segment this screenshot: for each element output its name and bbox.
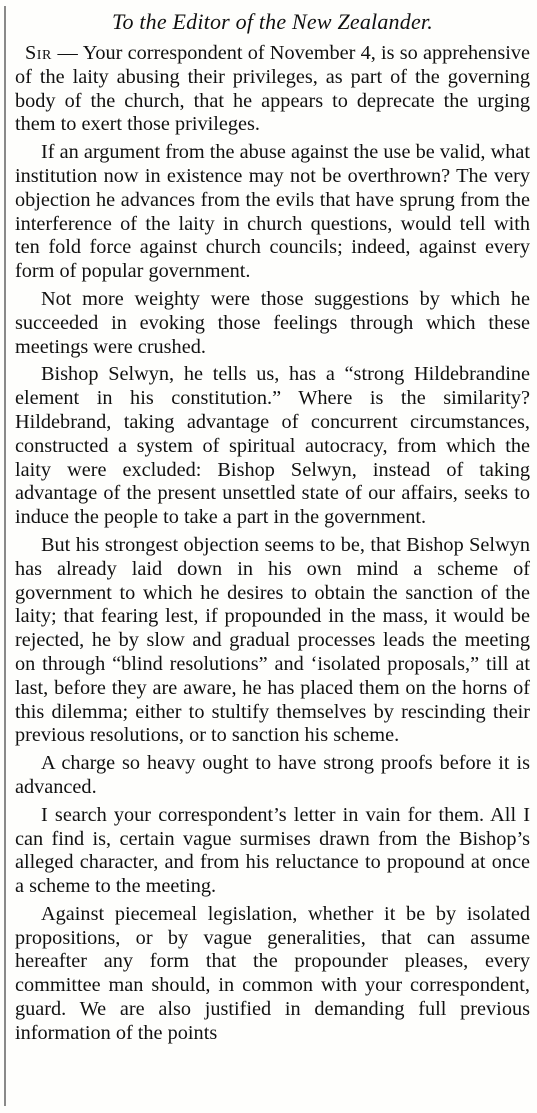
letter-paragraph: A charge so heavy ought to have strong proofs before it is advanced. — [15, 752, 530, 798]
letter-paragraph — [15, 42, 530, 137]
column-rule — [4, 6, 6, 1106]
letter-paragraph: Bishop Selwyn, he tells us, has a “strong Hildebrandine element in his constitution.” Where is the similarity? Hildebrand, taking advantage of concurrent circumstances, constructed a system of spiritual autocracy, from which the laity were excluded: Bishop Selwyn, instead of taking advantage of the present unsettled state of our affairs, seeks to induce the people to take a part in the government. — [15, 363, 530, 529]
letter-paragraph: I search your correspondent’s letter in vain for them. All I can find is, certain vague surmises drawn from the Bishop’s alleged character, and from his reluctance to propound at once a scheme to the meeting. — [15, 803, 530, 898]
letter-paragraph: But his strongest objection seems to be, that Bishop Selwyn has already laid down in his own mind a scheme of government to which he desires to obtain the sanction of the laity; that fearing lest, if propounded in the mass, it would be rejected, he by slow and gradual processes leads the meeting on through “blind resolutions” and ‘isolated proposals,” till at last, before they are aware, he has placed them on the horns of this dilemma; either to stultify themselves by rescinding their previous resolutions, or to sanction his scheme. — [15, 533, 530, 747]
letter-heading: To the Editor of the New Zealander. — [112, 9, 433, 34]
letter-column — [15, 8, 530, 1050]
paragraph-text: Your correspondent of November 4, is so apprehensive of the laity abusing their privileges, as part of the governing body of the church, that he appears to deprecate the urging them to exert those privileges. — [15, 42, 530, 136]
letter-paragraph: Not more weighty were those suggestions by which he succeeded in evoking those feelings through which these meetings were crushed. — [15, 287, 530, 358]
letter-paragraph: If an argument from the abuse against the use be valid, what institution now in existence may not be overthrown? The very objection he advances from the evils that have sprung from the interference of the laity in church questions, would tell with ten fold force against church councils; indeed, against every form of popular government. — [15, 141, 530, 283]
salutation: Sir — — [25, 42, 79, 64]
letter-paragraph: Against piecemeal legislation, whether it be by isolated propositions, or by vague generalities, that can assume hereafter any form that the propounder pleases, every committee man should, in common with your correspondent, guard. We are also justified in demanding full previous information of the points — [15, 902, 530, 1044]
